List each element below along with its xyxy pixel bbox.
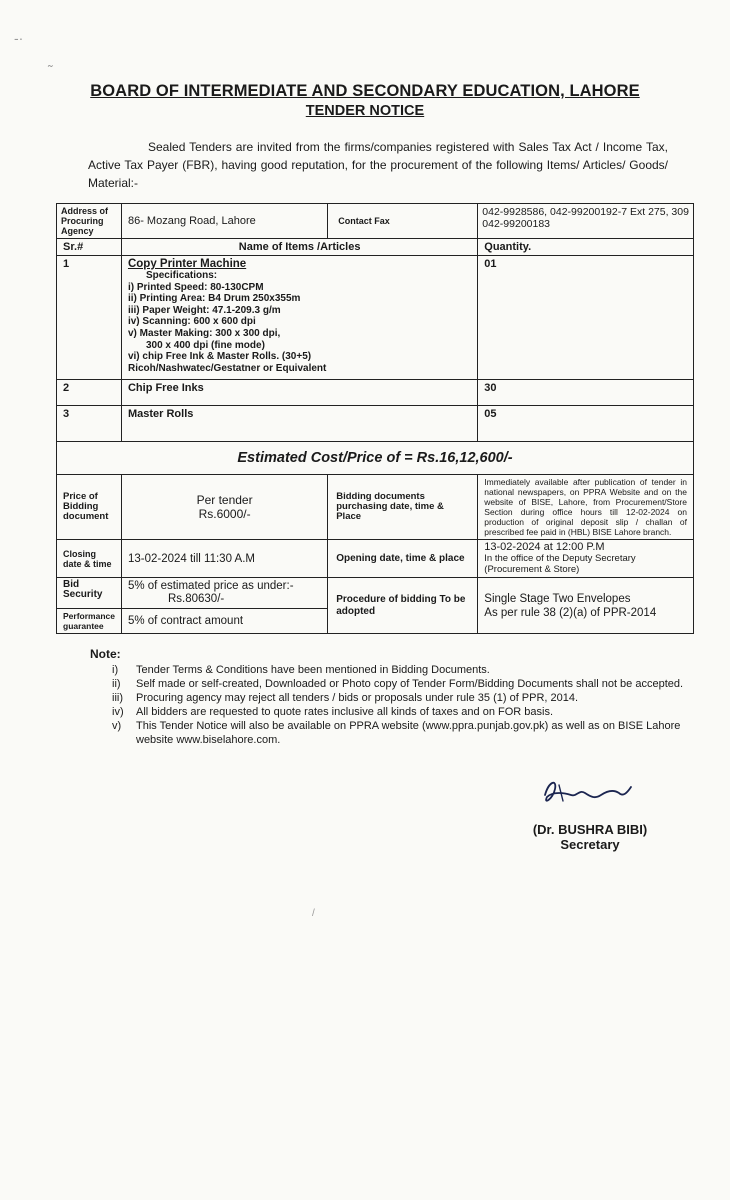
notice-title: TENDER NOTICE	[305, 103, 425, 119]
header-sr: Sr.#	[57, 239, 122, 256]
board-title: BOARD OF INTERMEDIATE AND SECONDARY EDUCATION, LAHORE	[90, 82, 640, 100]
item-row	[57, 256, 694, 380]
note-text: Tender Terms & Conditions have been mentioned in Bidding Documents.	[136, 664, 490, 676]
bid-security-value	[121, 578, 327, 609]
item-sr: 3	[57, 406, 122, 442]
item-sr: 1	[57, 256, 122, 380]
note-text: All bidders are requested to quote rates inclusive all kinds of taxes and on FOR basis.	[136, 706, 554, 718]
performance-value: 5% of contract amount	[121, 609, 327, 634]
header-qty: Quantity.	[478, 239, 694, 256]
scan-mark: -·	[14, 30, 24, 46]
contact-fax: 042-99200183	[482, 218, 551, 230]
signature-block	[500, 775, 680, 852]
contact-phone: 042-9928586, 042-99200192-7 Ext 275, 309	[482, 206, 689, 218]
spec-line: ii) Printing Area: B4 Drum 250x355m	[127, 293, 301, 305]
spec-line: 300 x 400 dpi (fine mode)	[145, 339, 265, 351]
notes-label: Note:	[90, 647, 121, 661]
note-number: v)	[112, 720, 122, 732]
scan-mark: /	[312, 908, 315, 919]
opening-place: (Procurement & Store)	[484, 564, 580, 575]
opening-value	[478, 540, 694, 578]
contact-label-text: Contact Fax	[338, 216, 390, 226]
agency-row	[57, 204, 694, 239]
closing-value: 13-02-2024 till 11:30 A.M	[121, 540, 327, 578]
bidding-doc-price-line2: Rs.6000/-	[198, 507, 251, 521]
intro-paragraph: Sealed Tenders are invited from the firms/companies registered with Sales Tax Act / Income Tax, Active Tax Payer (FBR), having good reputation, for the procurement of the following Items/ Articles/ Goods/ Material:-	[88, 140, 668, 190]
signatory-title: Secretary	[560, 837, 620, 852]
procedure-value	[478, 578, 694, 634]
opening-datetime: 13-02-2024 at 12:00 P.M	[484, 541, 605, 553]
estimated-cost: Estimated Cost/Price of = Rs.16,12,600/-	[57, 442, 694, 475]
header-name: Name of Items /Articles	[121, 239, 477, 256]
note-text: Procuring agency may reject all tenders / bids or proposals under rule 35 (1) of PPR, 2014.	[136, 692, 579, 704]
spec-line: iii) Paper Weight: 47.1-209.3 g/m	[127, 304, 281, 316]
tender-table	[56, 203, 694, 634]
item-row	[57, 406, 694, 442]
bidding-doc-price-line1: Per tender	[196, 493, 253, 507]
bid-security-label: Bid Security	[57, 578, 122, 609]
bidding-doc-row	[57, 475, 694, 540]
spec-line: v) Master Making: 300 x 300 dpi,	[127, 327, 281, 339]
spec-title: Specifications:	[145, 270, 218, 281]
spec-list	[128, 270, 471, 374]
contact-values	[478, 204, 694, 239]
bid-security-line1: 5% of estimated price as under:-	[127, 580, 294, 592]
note-number: i)	[112, 664, 119, 676]
opening-label: Opening date, time & place	[328, 540, 478, 578]
item-sr: 2	[57, 380, 122, 406]
estimated-cost-row	[57, 442, 694, 475]
item-qty: 05	[478, 406, 694, 442]
procedure-line1: Single Stage Two Envelopes	[484, 592, 631, 605]
performance-label: Performance guarantee	[57, 609, 122, 634]
note-number: ii)	[112, 678, 121, 690]
closing-label: Closing date & time	[57, 540, 122, 578]
signatory-name: (Dr. BUSHRA BIBI)	[532, 822, 648, 837]
spec-line: iv) Scanning: 600 x 600 dpi	[127, 316, 256, 328]
closing-row	[57, 540, 694, 578]
bidding-doc-price	[121, 475, 327, 540]
item-name: Chip Free Inks	[121, 380, 477, 406]
bid-security-row	[57, 578, 694, 609]
opening-place: In the office of the Deputy Secretary	[484, 553, 636, 564]
note-number: iii)	[112, 692, 123, 704]
note-text: Self made or self-created, Downloaded or Photo copy of Tender Form/Bidding Documents shall not be accepted.	[136, 678, 684, 690]
note-item	[112, 705, 690, 719]
item-detail	[121, 256, 477, 380]
spec-line: vi) chip Free Ink & Master Rolls. (30+5)	[127, 351, 312, 363]
item-qty: 01	[478, 256, 694, 380]
note-item	[112, 677, 690, 691]
item-qty: 30	[478, 380, 694, 406]
note-item	[112, 719, 690, 747]
note-item	[112, 663, 690, 677]
bidding-place-label: Bidding documents purchasing date, time & Place	[328, 475, 478, 540]
note-text: This Tender Notice will also be available on PPRA website (www.ppra.punjab.gov.pk) as well as on BISE Lahore website www.biselahore.com.	[136, 720, 681, 746]
notes-section	[90, 647, 690, 747]
agency-label: Address of Procuring Agency	[57, 204, 122, 239]
agency-address: 86- Mozang Road, Lahore	[121, 204, 327, 239]
bid-security-line2: Rs.80630/-	[167, 593, 225, 605]
item-name: Copy Printer Machine	[127, 258, 247, 270]
note-item	[112, 691, 690, 705]
bidding-place-text: Immediately available after publication of tender in national newspapers, on PPRA Website and on the website of BISE, Lahore, from Procurement/Store Section during office hours till 12-02-2024 on production of original deposit slip / challan of prescribed fee paid in (HBL) BISE Lahore branch.	[478, 475, 694, 540]
item-name: Master Rolls	[121, 406, 477, 442]
procedure-line2: As per rule 38 (2)(a) of PPR-2014	[484, 606, 657, 619]
scan-mark: ˜	[48, 62, 53, 78]
spec-line: Ricoh/Nashwatec/Gestatner or Equivalent	[127, 362, 327, 374]
contact-label	[328, 204, 478, 239]
signature-image	[535, 775, 645, 811]
item-row	[57, 380, 694, 406]
items-header-row	[57, 239, 694, 256]
note-number: iv)	[112, 706, 124, 718]
spec-line: i) Printed Speed: 80-130CPM	[127, 281, 264, 293]
document-header	[0, 82, 730, 119]
bidding-doc-label: Price of Bidding document	[57, 475, 122, 540]
procedure-label: Procedure of bidding To be adopted	[328, 578, 478, 634]
